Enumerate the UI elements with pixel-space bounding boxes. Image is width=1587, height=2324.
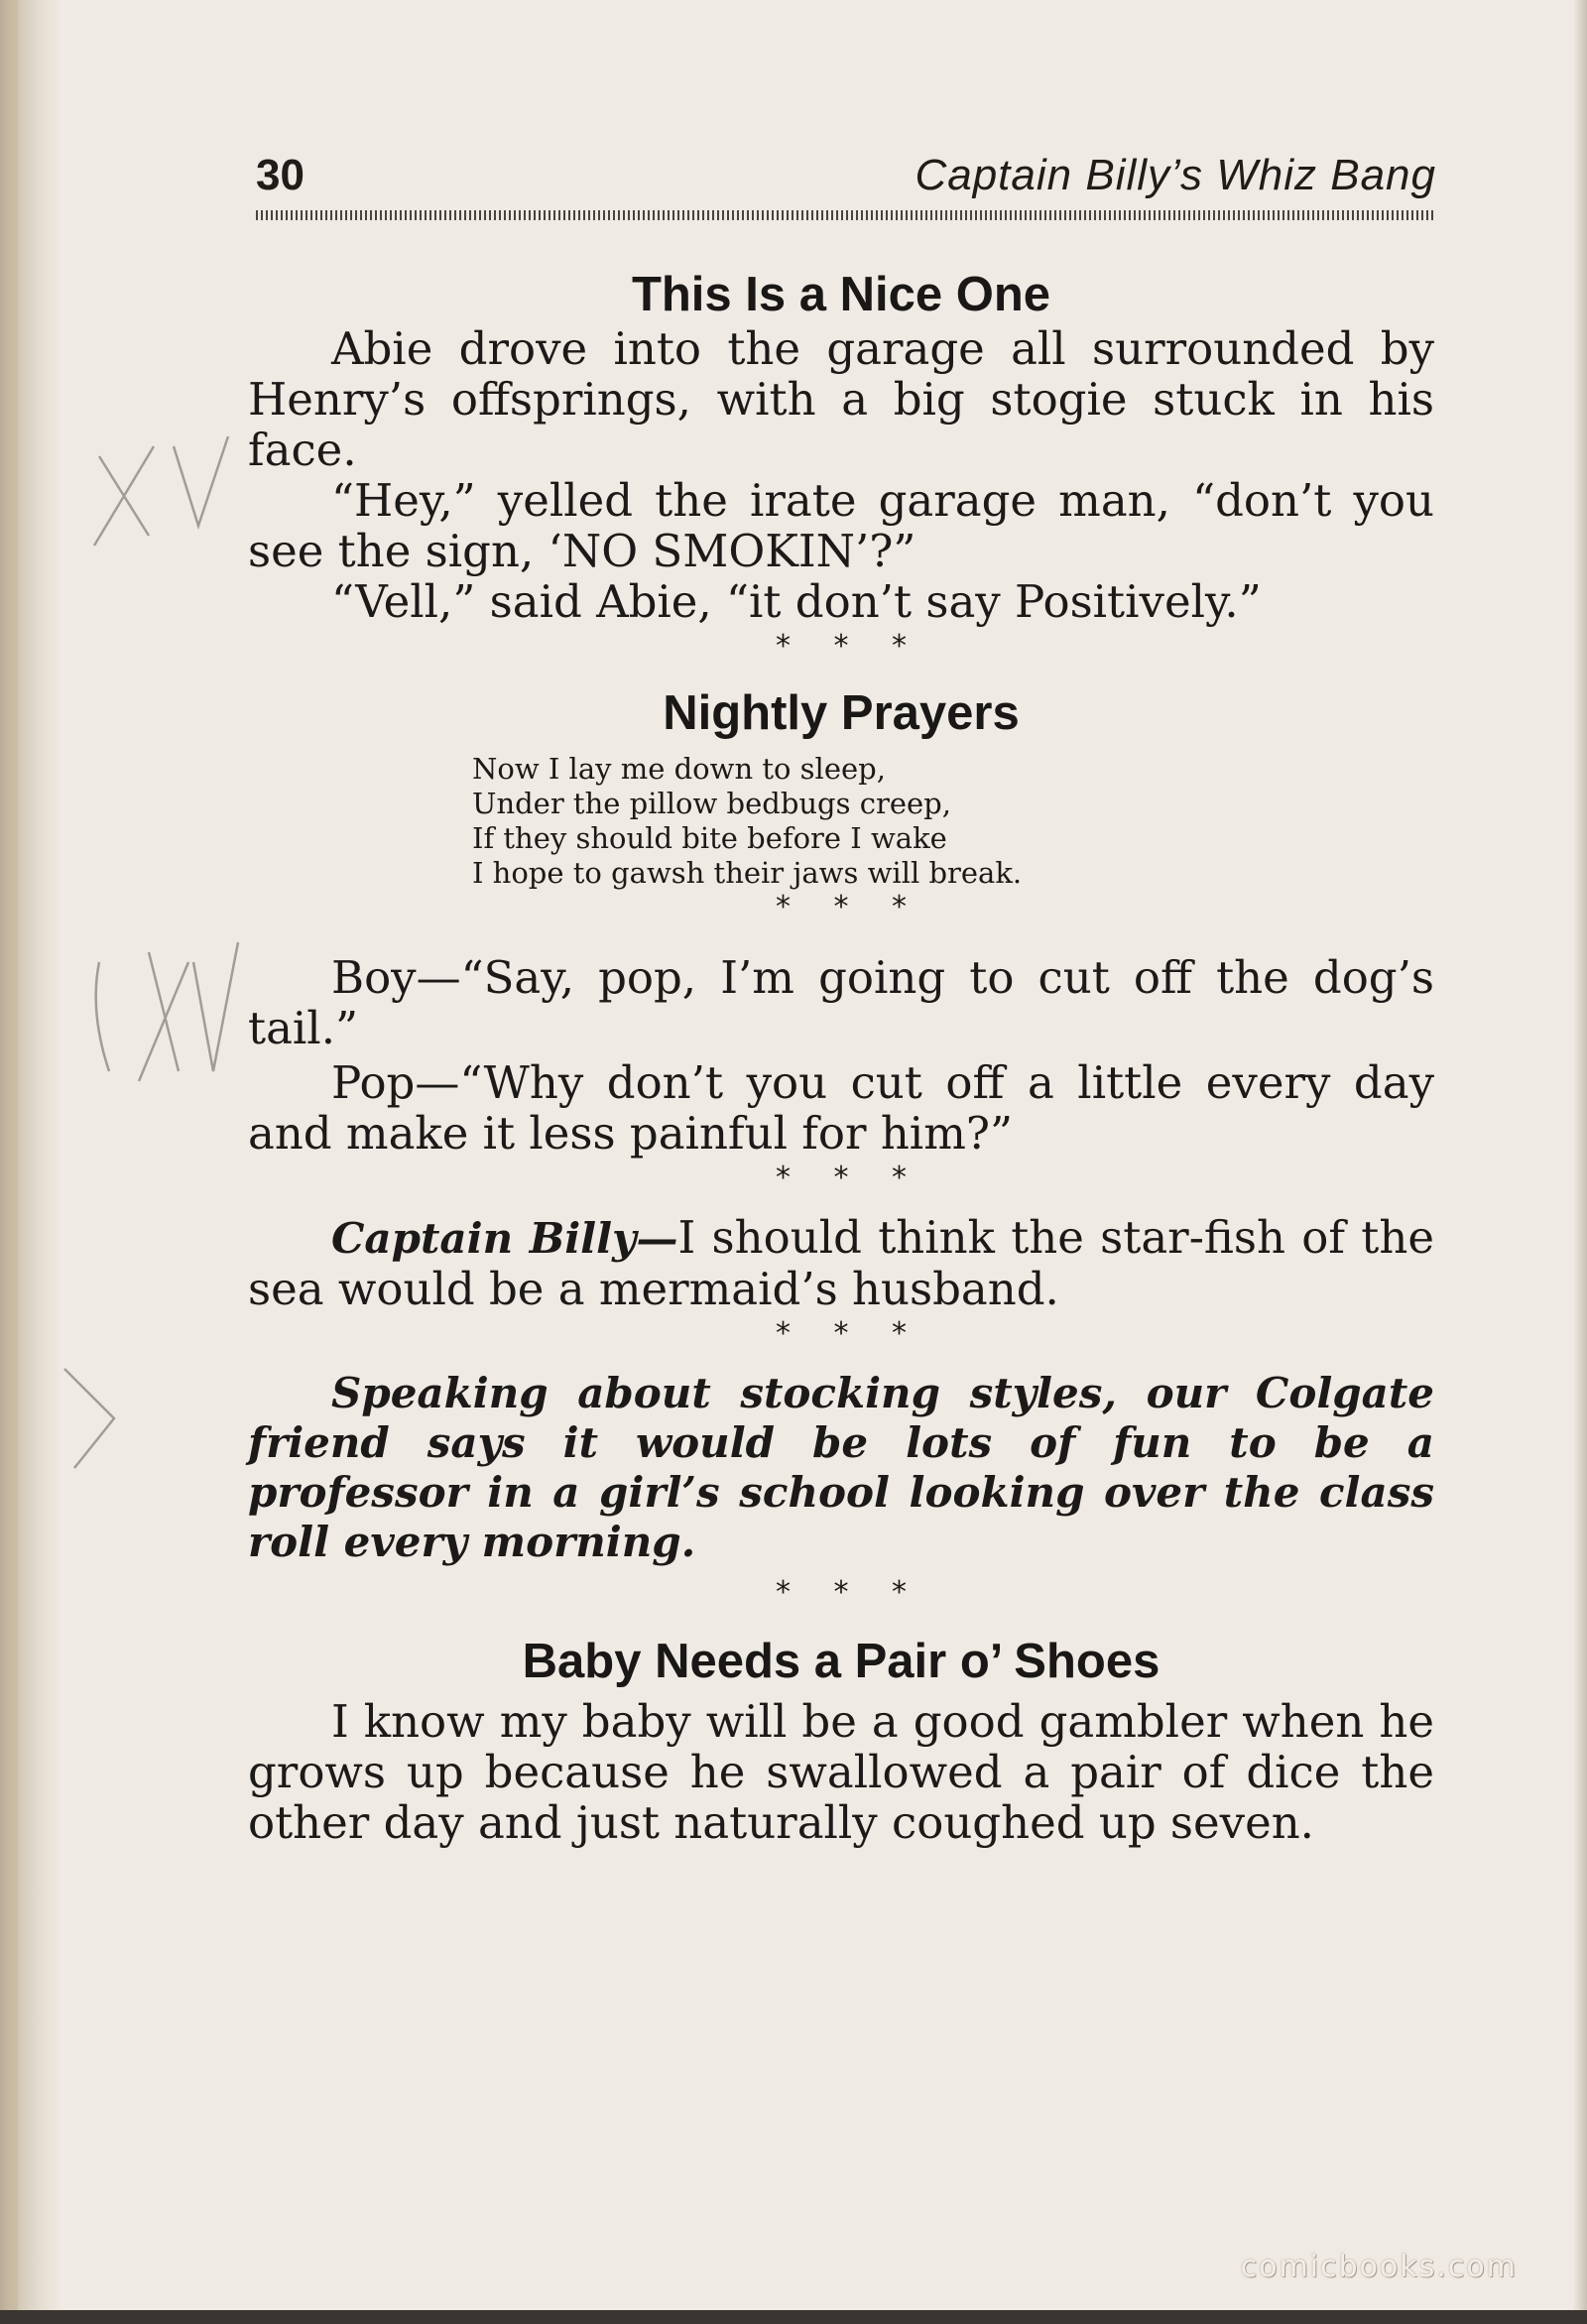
- section-title: Nightly Prayers: [663, 686, 1020, 740]
- binding-edge: [8, 0, 18, 2324]
- paragraph: I know my baby will be a good gambler when he grows up because he swallowed a pair of dice the other day and just naturally coughed up seven.: [248, 1695, 1434, 1849]
- paragraph: Speaking about stocking styles, our Colgate friend says it would be lots of fun to be a professor in a girl’s school looking over the class roll every morning.: [248, 1369, 1434, 1566]
- paragraph: [248, 1212, 1434, 1314]
- paragraph: “Vell,” said Abie, “it don’t say Positively.”: [331, 575, 1262, 628]
- separator: * * *: [775, 890, 908, 924]
- page-edge: [1573, 0, 1587, 2324]
- section-nice-one: [248, 266, 1434, 667]
- pencil-mark-xxv: [79, 922, 258, 1091]
- paragraph: Abie drove into the garage all surrounded by Henry’s offsprings, with a big stogie stuck in his face.: [248, 322, 1434, 476]
- scan-border: [0, 2310, 1587, 2324]
- section-nightly-prayers: [248, 684, 1434, 742]
- paragraph: Pop—“Why don’t you cut off a little every day and make it less painful for him?”: [248, 1056, 1434, 1160]
- section-title: This Is a Nice One: [631, 268, 1051, 321]
- pencil-mark-xv: [79, 417, 238, 555]
- paragraph-text: I should think the star-fish of the sea would be a mermaid’s husband.: [248, 1211, 1435, 1315]
- separator: * * *: [775, 1161, 908, 1195]
- pencil-tick-mark: [55, 1359, 134, 1478]
- poem-line: Under the pillow bedbugs creep,: [472, 787, 951, 820]
- poem: [472, 752, 1206, 891]
- section-captain-billy: [248, 1212, 1434, 1354]
- speaker-label: Captain Billy—: [331, 1214, 678, 1263]
- poem-line: Now I lay me down to sleep,: [472, 752, 886, 786]
- separator: * * *: [775, 629, 908, 664]
- section-stocking-styles: [248, 1369, 1434, 1613]
- separator-wrap: [248, 888, 1434, 927]
- separator: * * *: [775, 1575, 908, 1610]
- section-baby-shoes: [248, 1633, 1434, 1848]
- publication-title: Captain Billy’s Whiz Bang: [915, 151, 1436, 199]
- separator: * * *: [775, 1316, 908, 1351]
- paragraph: “Hey,” yelled the irate garage man, “don’t you see the sign, ‘NO SMOKIN’?”: [248, 474, 1434, 577]
- page-number: 30: [256, 151, 305, 199]
- poem-line: I hope to gawsh their jaws will break.: [472, 856, 1023, 890]
- section-dog-tail: [248, 952, 1434, 1198]
- header-rule: [256, 210, 1436, 220]
- watermark: comicbooks.com: [1240, 2250, 1518, 2284]
- poem-line: If they should bite before I wake: [472, 821, 947, 855]
- running-head: [256, 151, 1436, 206]
- paragraph: Boy—“Say, pop, I’m going to cut off the dog’s tail.”: [248, 951, 1434, 1054]
- section-title: Baby Needs a Pair o’ Shoes: [522, 1635, 1160, 1688]
